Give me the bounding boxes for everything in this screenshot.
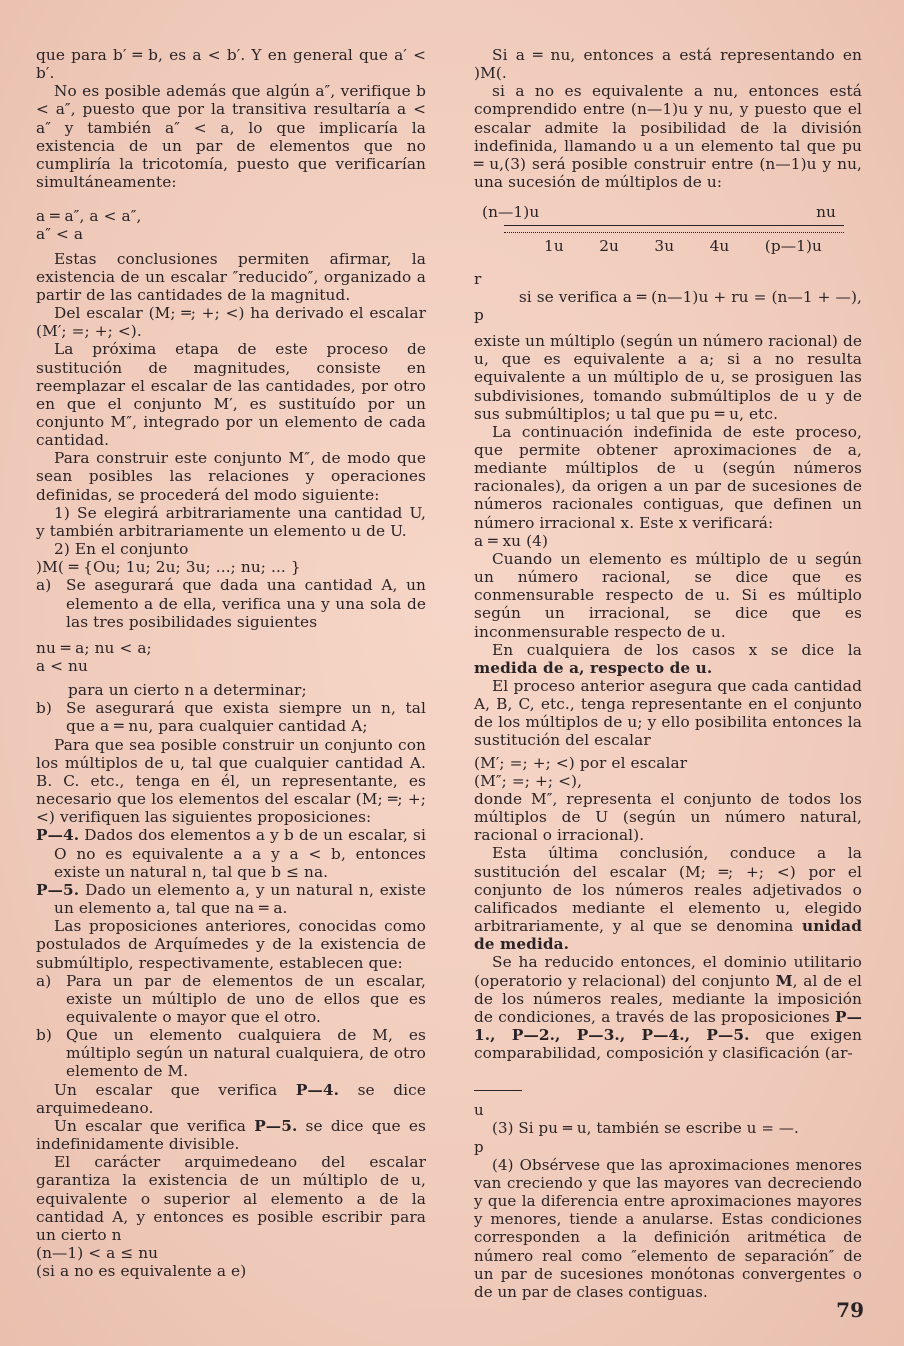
tick-label: (p—1)u <box>764 237 822 256</box>
left-column <box>36 46 426 1280</box>
paragraph: Del escalar (M; ═; +; <) ha derivado el escalar (M′; =; +; <). <box>36 304 426 341</box>
paragraph: Las proposiciones anteriores, conocidas como postulados de Arquímedes y de la existencia de submúltiplo, respectivamente, establecen que: <box>36 917 426 972</box>
formula: si se verifica a ═ (n—1)u + ru = (n—1 + —), <box>518 287 862 306</box>
bold-term: unidad de medida. <box>474 917 862 954</box>
bold-term: medida de a, respecto de u. <box>474 658 713 677</box>
postulate-p5 <box>36 881 426 917</box>
scale-line <box>504 225 844 233</box>
paragraph: que para b′ ═ b, es a < b′. Y en general que a′ < b′. <box>36 46 426 83</box>
postulate-text: Dado un elemento a, y un natural n, existe un elemento a, tal que na ═ a. <box>54 880 426 918</box>
formula: (n—1) < a ≤ nu <box>36 1244 159 1262</box>
paragraph: existe un múltiplo (según un número racional) de u, que es equivalente a a; si a no resulta equivalente a un múltiplo de u, se prosiguen las subdivisiones, tomando submúltiplos de u y de sus submúltiplos; u tal que pu ═ u, etc. <box>474 332 862 423</box>
postulate-label: P—4. <box>36 826 80 845</box>
tick-label: 4u <box>709 237 730 256</box>
scale-right-label: nu <box>816 203 836 222</box>
paragraph: 1) Se elegirá arbitrariamente una cantidad U, y también arbitrariamente un elemento u de U. <box>36 503 426 540</box>
postulate-ref: P—5. <box>254 1116 298 1135</box>
text-run: En cualquiera de los casos x se dice la <box>492 640 862 659</box>
formula: (M″; =; +; <), <box>474 771 583 790</box>
paragraph <box>474 641 862 677</box>
list-text: Se asegurará que exista siempre un n, tal que a ═ nu, para cualquier cantidad A; <box>66 699 426 736</box>
bold-term: M <box>775 971 793 990</box>
scale-endpoints <box>474 203 862 221</box>
scale-ticks <box>544 237 822 255</box>
list-item <box>36 576 426 630</box>
fraction-numerator: u <box>474 1101 484 1120</box>
formula: a < nu <box>36 657 88 675</box>
footnote-divider <box>474 1090 522 1091</box>
paragraph <box>36 1081 426 1117</box>
text-run: Se ha reducido entonces, el dominio utilitario (operatorio y relacional) del conjunto <box>474 953 862 990</box>
paragraph: El proceso anterior asegura que cada cantidad A, B, C, etc., tenga representante en el conjunto de los múltiplos de u; y ello posibilita entonces la sustitución del escalar <box>474 677 862 750</box>
list-label: a) <box>36 971 52 990</box>
paragraph: Si a ═ nu, entonces a está representando en )M(. <box>474 46 862 83</box>
formula: nu ═ a; nu < a; <box>36 638 152 657</box>
paragraph: para un cierto n a determinar; <box>68 681 307 700</box>
list-item <box>36 1026 426 1080</box>
scale-left-label: (n—1)u <box>482 203 540 222</box>
paragraph: Para que sea posible construir un conjunto con los múltiplos de u, tal que cualquier cantidad A. B. C. etc., tenga en él, un representante, es necesario que los elementos del escalar (M; ═; +; <) verifiquen las siguientes proposiciones: <box>36 735 426 827</box>
list-text: Que un elemento cualquiera de M, es múltiplo según un natural cualquiera, de otro elemento de M. <box>66 1026 426 1081</box>
text-run: Un escalar que verifica <box>54 1116 255 1135</box>
postulate-p4 <box>36 826 426 880</box>
list-item <box>36 699 426 735</box>
paragraph: Cuando un elemento es múltiplo de u según un número racional, se dice que es conmensurable respecto de u. Si es múltiplo según un irracional, se dice que es inconmensurable respecto de u. <box>474 549 862 641</box>
tick-label: 1u <box>544 237 564 256</box>
list-text: Para un par de elementos de un escalar, existe un múltiplo de uno de ellos que es equivalente o mayor que el otro. <box>66 971 426 1026</box>
formula: a ═ xu (4) <box>474 531 549 550</box>
paragraph: si a no es equivalente a nu, entonces está comprendido entre (n—1)u y nu, y puesto que el escalar admite la posibilidad de la división indefinida, llamando u a un elemento tal que pu ═ u,(3) será posible construir entre (n—1)u y nu, una sucesión de múltiplos de u: <box>474 82 862 192</box>
list-item <box>36 972 426 1026</box>
paragraph: Estas conclusiones permiten afirmar, la existencia de un escalar ″reducido″, organizado a partir de las cantidades de la magnitud. <box>36 249 426 304</box>
postulate-label: P—5. <box>36 880 80 899</box>
list-label: a) <box>36 576 52 595</box>
paragraph: 2) En el conjunto <box>54 540 189 559</box>
text-run: Un escalar que verifica <box>54 1080 296 1099</box>
list-label: b) <box>36 1026 52 1045</box>
text-run: se dice arquimedeano. <box>36 1080 426 1117</box>
paragraph <box>474 844 862 953</box>
list-text: Se asegurará que dada una cantidad A, un elemento a de ella, verifica una y una sola de las tres posibilidades siguientes <box>66 576 426 631</box>
text-run: que exigen comparabilidad, composición y clasificación (ar- <box>474 1025 863 1063</box>
page-number: 79 <box>836 1298 864 1322</box>
text-run: se dice que es indefinidamente divisible. <box>36 1116 426 1154</box>
footnote: (3) Si pu ═ u, también se escribe u = —. <box>492 1119 799 1138</box>
formula: )M( ═ {Ou; 1u; 2u; 3u; ...; nu; ... } <box>36 558 301 577</box>
text-run: , al de el de los números reales, mediante la imposición de condiciones, a través de las proposiciones <box>474 971 862 1026</box>
paragraph <box>36 1117 426 1153</box>
text-run: Esta última conclusión, conduce a la sustitución del escalar (M; ═; +; <) por el conjunto de los números reales adjetivados o calificados mediante el elemento u, elegido arbitrariamente, y al que se denomina <box>474 844 862 936</box>
postulate-text: Dados dos elementos a y b de un escalar, si O no es equivalente a a y a < b, entonces existe un natural n, tal que b ≤ na. <box>54 826 426 881</box>
formula: (M′; =; +; <) por el escalar <box>474 753 688 772</box>
right-column <box>474 46 862 1301</box>
fraction-denominator: p <box>474 305 484 324</box>
paragraph: La continuación indefinida de este proceso, que permite obtener aproximaciones de a, mediante múltiplos de u (según números racionales), da origen a un par de sucesiones de números racionales contiguas, que definen un número irracional x. Este x verificará: <box>474 422 862 532</box>
list-label: b) <box>36 699 52 718</box>
tick-label: 3u <box>654 237 675 256</box>
paragraph <box>474 953 862 1062</box>
footnote: (4) Obsérvese que las aproximaciones menores van creciendo y que las mayores van decreciendo y que la diferencia entre aproximaciones mayores y menores, tiende a anularse. Estas condiciones corresponden a la definición aritmética de número real como ″elemento de separación″ de un par de sucesiones monótonas convergentes o de un par de clases contiguas. <box>474 1155 862 1301</box>
formula: a ═ a″, a < a″, <box>36 207 142 226</box>
paragraph: donde M″, representa el conjunto de todos los múltiplos de U (según un número natural, racional o irracional). <box>474 789 862 845</box>
paragraph: El carácter arquimedeano del escalar garantiza la existencia de un múltiplo de u, equivalente o superior al elemento a de la cantidad A, y entonces es posible escribir para un cierto n <box>36 1153 426 1244</box>
formula: a″ < a <box>36 225 84 244</box>
formula: (si a no es equivalente a e) <box>36 1262 247 1281</box>
paragraph: La próxima etapa de este proceso de sustitución de magnitudes, consiste en reemplazar el escalar de las cantidades, por otro en que el conjunto M′, es sustituído por un conjunto M″, integrado por un elemento de cada cantidad. <box>36 340 426 450</box>
paragraph: No es posible además que algún a″, verifique b < a″, puesto que por la transitiva resultaría a < a″ y también a″ < a, lo que implicaría la existencia de un par de elementos que no cumpliría la tricotomía, puesto que verificarían simultáneamente: <box>36 82 426 192</box>
paragraph: Para construir este conjunto M″, de modo que sean posibles las relaciones y operaciones definidas, se procederá del modo siguiente: <box>36 449 426 504</box>
postulate-ref: P—4. <box>295 1080 340 1099</box>
bold-term: P—1., P—2., P—3., P—4., P—5. <box>474 1007 862 1044</box>
fraction-numerator: r <box>474 269 482 288</box>
fraction-denominator: p <box>474 1137 484 1156</box>
tick-label: 2u <box>599 237 619 256</box>
